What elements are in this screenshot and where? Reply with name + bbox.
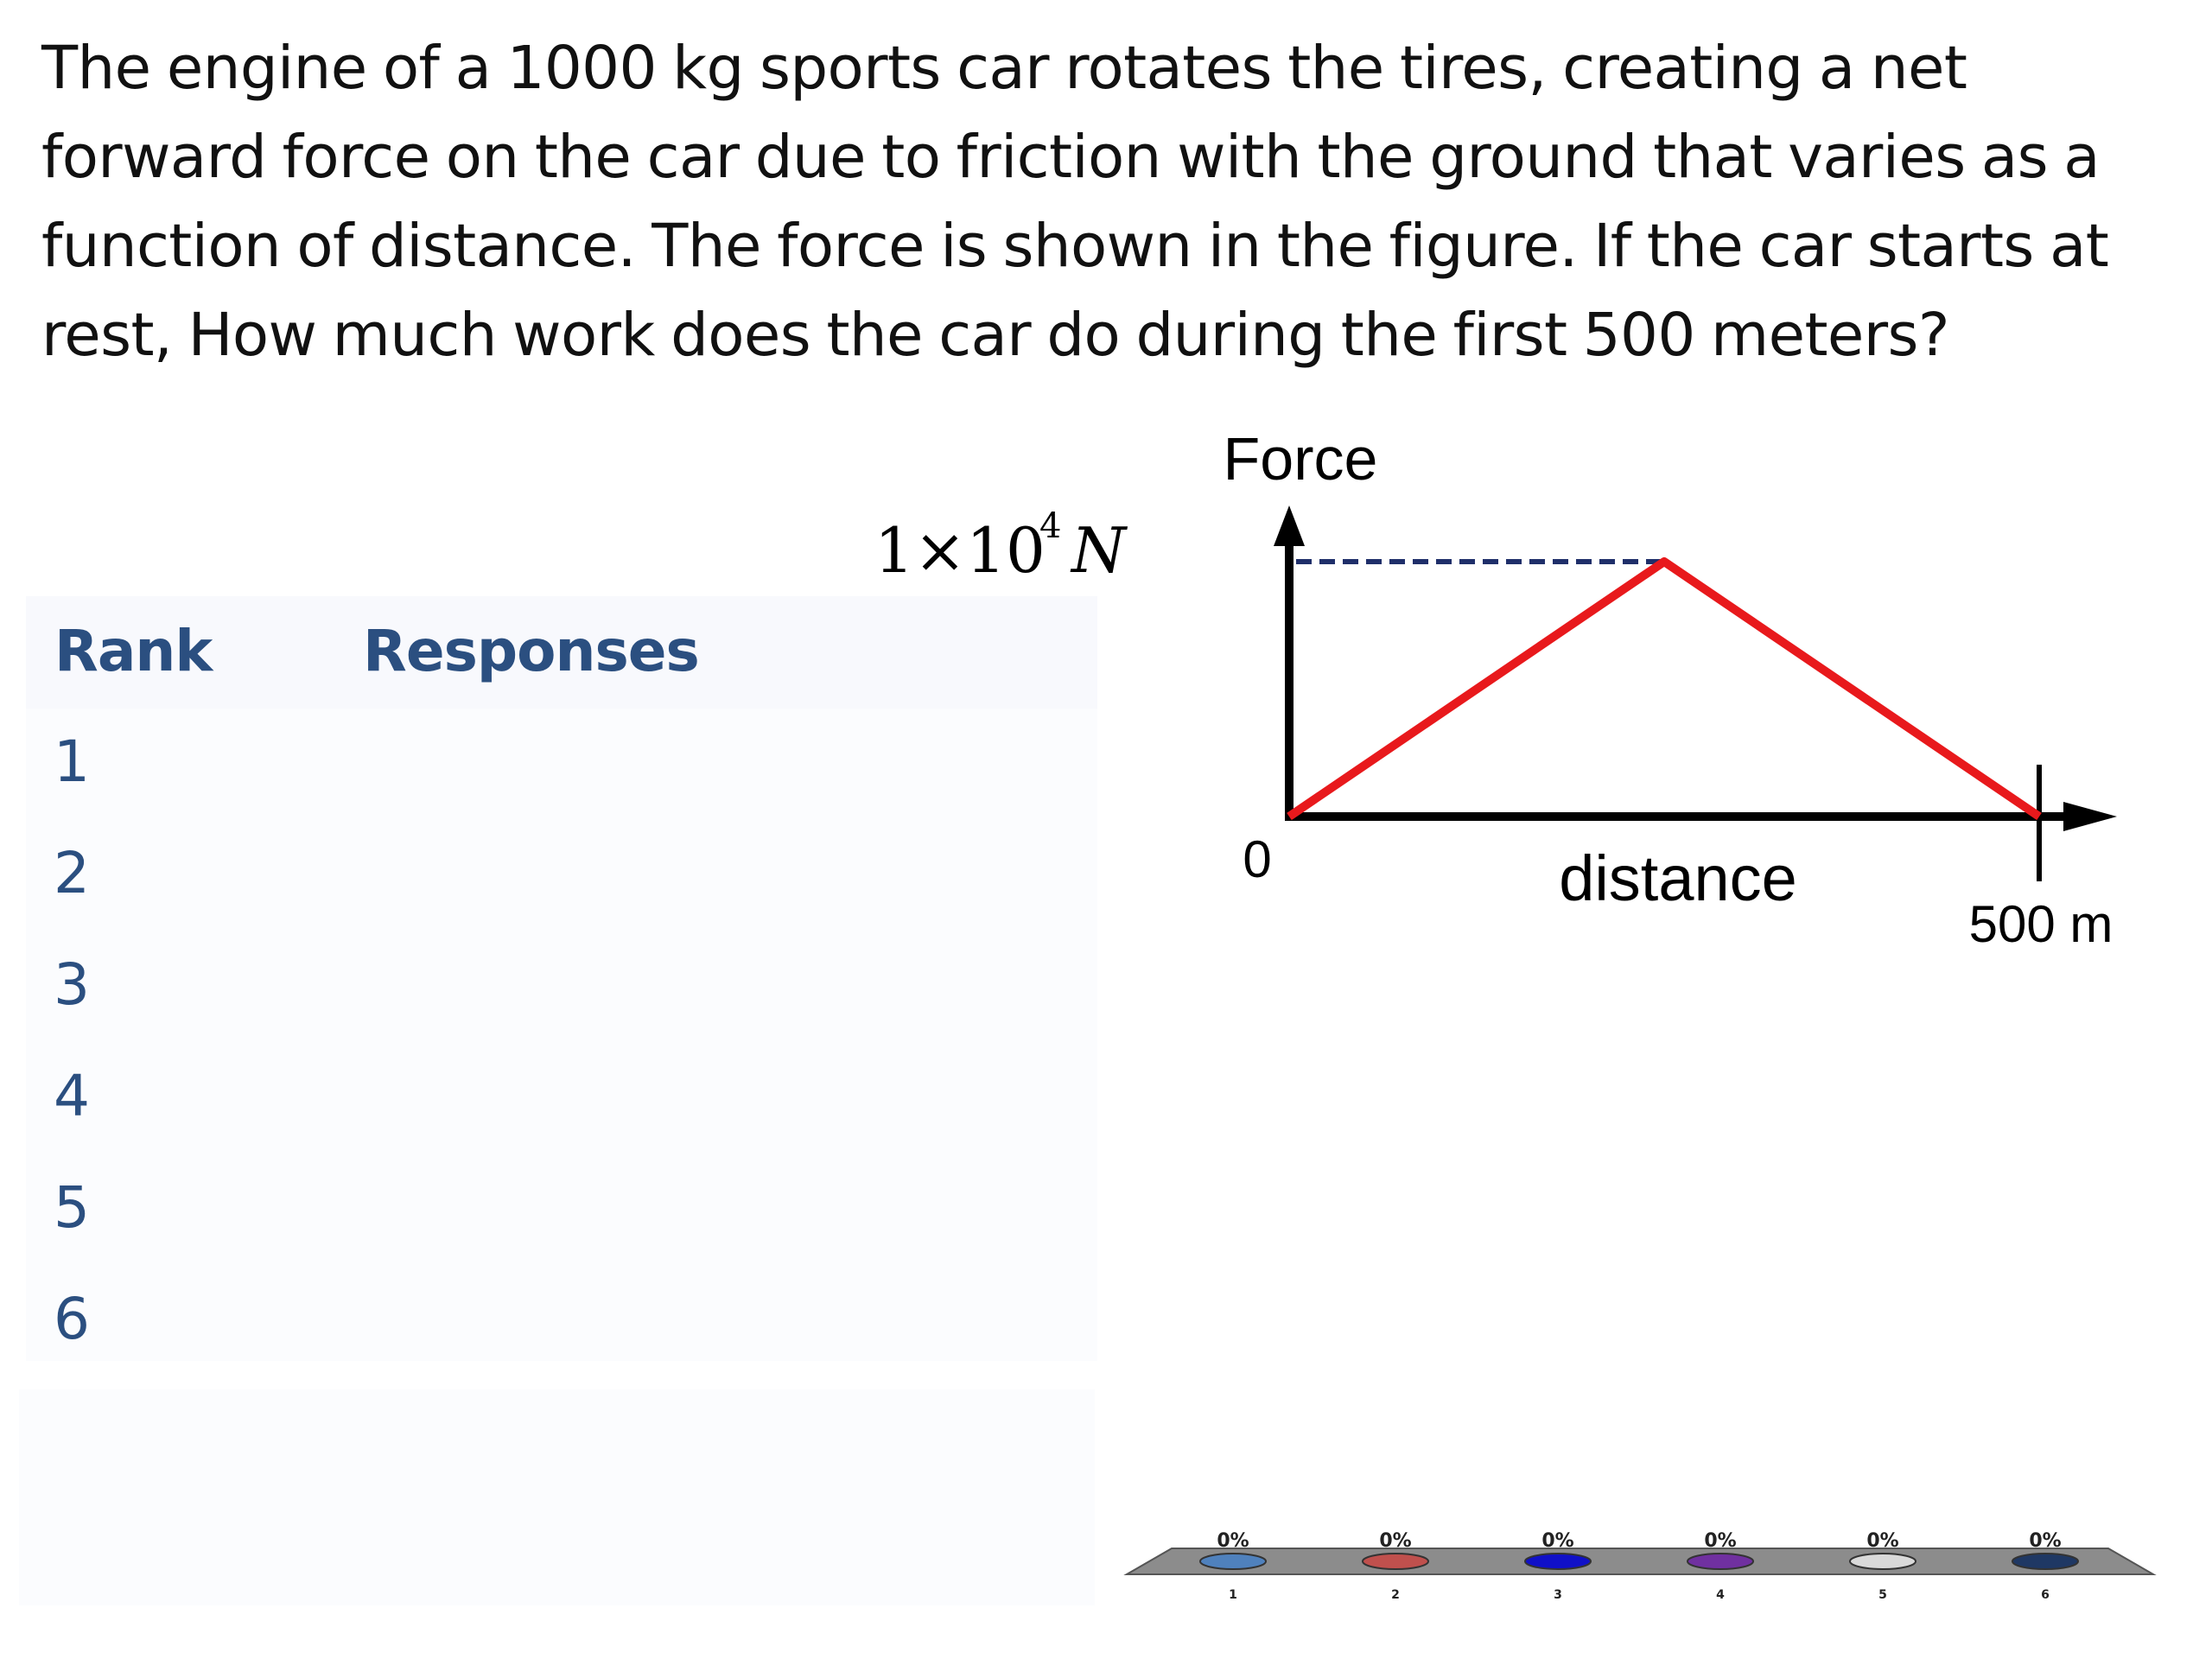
y-max-unit: N (1071, 514, 1126, 587)
result-option-number: 3 (1554, 1588, 1562, 1602)
result-option-number: 4 (1716, 1588, 1725, 1602)
question-line: rest, How much work does the car do during the first 500 meters? (41, 301, 1949, 370)
plot-area (1289, 562, 2039, 817)
results-strip (1127, 1530, 2153, 1602)
results-platform (1127, 1548, 2153, 1574)
responses-column-header: Responses (363, 618, 699, 684)
result-option-number: 1 (1229, 1588, 1237, 1602)
force-series-line (1289, 562, 2039, 817)
rank-number: 2 (54, 840, 90, 906)
y-max-label (874, 506, 1128, 587)
result-bar-base (2012, 1554, 2078, 1569)
rank-column-header: Rank (54, 618, 213, 684)
y-axis-arrowhead (1274, 505, 1305, 546)
rank-number: 3 (54, 951, 90, 1018)
result-option-number: 6 (2041, 1588, 2050, 1602)
rank-number: 5 (54, 1174, 90, 1241)
x-end-label: 500 m (1968, 895, 2113, 953)
result-percent-label: 0% (1217, 1530, 1249, 1552)
question-line: function of distance. The force is shown in the figure. If the car starts at (41, 212, 2109, 281)
result-percent-label: 0% (1541, 1530, 1574, 1552)
result-bar-base (1200, 1554, 1266, 1569)
result-percent-label: 0% (2029, 1530, 2062, 1552)
result-bar-base (1525, 1554, 1591, 1569)
result-percent-label: 0% (1704, 1530, 1737, 1552)
result-bar-base (1688, 1554, 1753, 1569)
rank-number: 6 (54, 1286, 90, 1352)
result-bar-base (1363, 1554, 1428, 1569)
y-max-exponent: 4 (1039, 506, 1062, 546)
rank-number: 1 (54, 728, 90, 795)
x-axis-arrowhead (2063, 802, 2117, 831)
result-option-number: 5 (1878, 1588, 1887, 1602)
result-option-number: 2 (1391, 1588, 1400, 1602)
y-axis-label: Force (1223, 425, 1378, 493)
y-max-value: 1×10 (874, 514, 1046, 587)
question-line: forward force on the car due to friction with the ground that varies as a (41, 123, 2100, 192)
x-axis-label: distance (1559, 842, 1797, 914)
origin-label: 0 (1243, 830, 1272, 888)
result-percent-label: 0% (1866, 1530, 1899, 1552)
result-bar-base (1850, 1554, 1916, 1569)
question-line: The engine of a 1000 kg sports car rotates the tires, creating a net (41, 34, 1967, 103)
rank-number: 4 (54, 1063, 90, 1129)
result-percent-label: 0% (1379, 1530, 1412, 1552)
